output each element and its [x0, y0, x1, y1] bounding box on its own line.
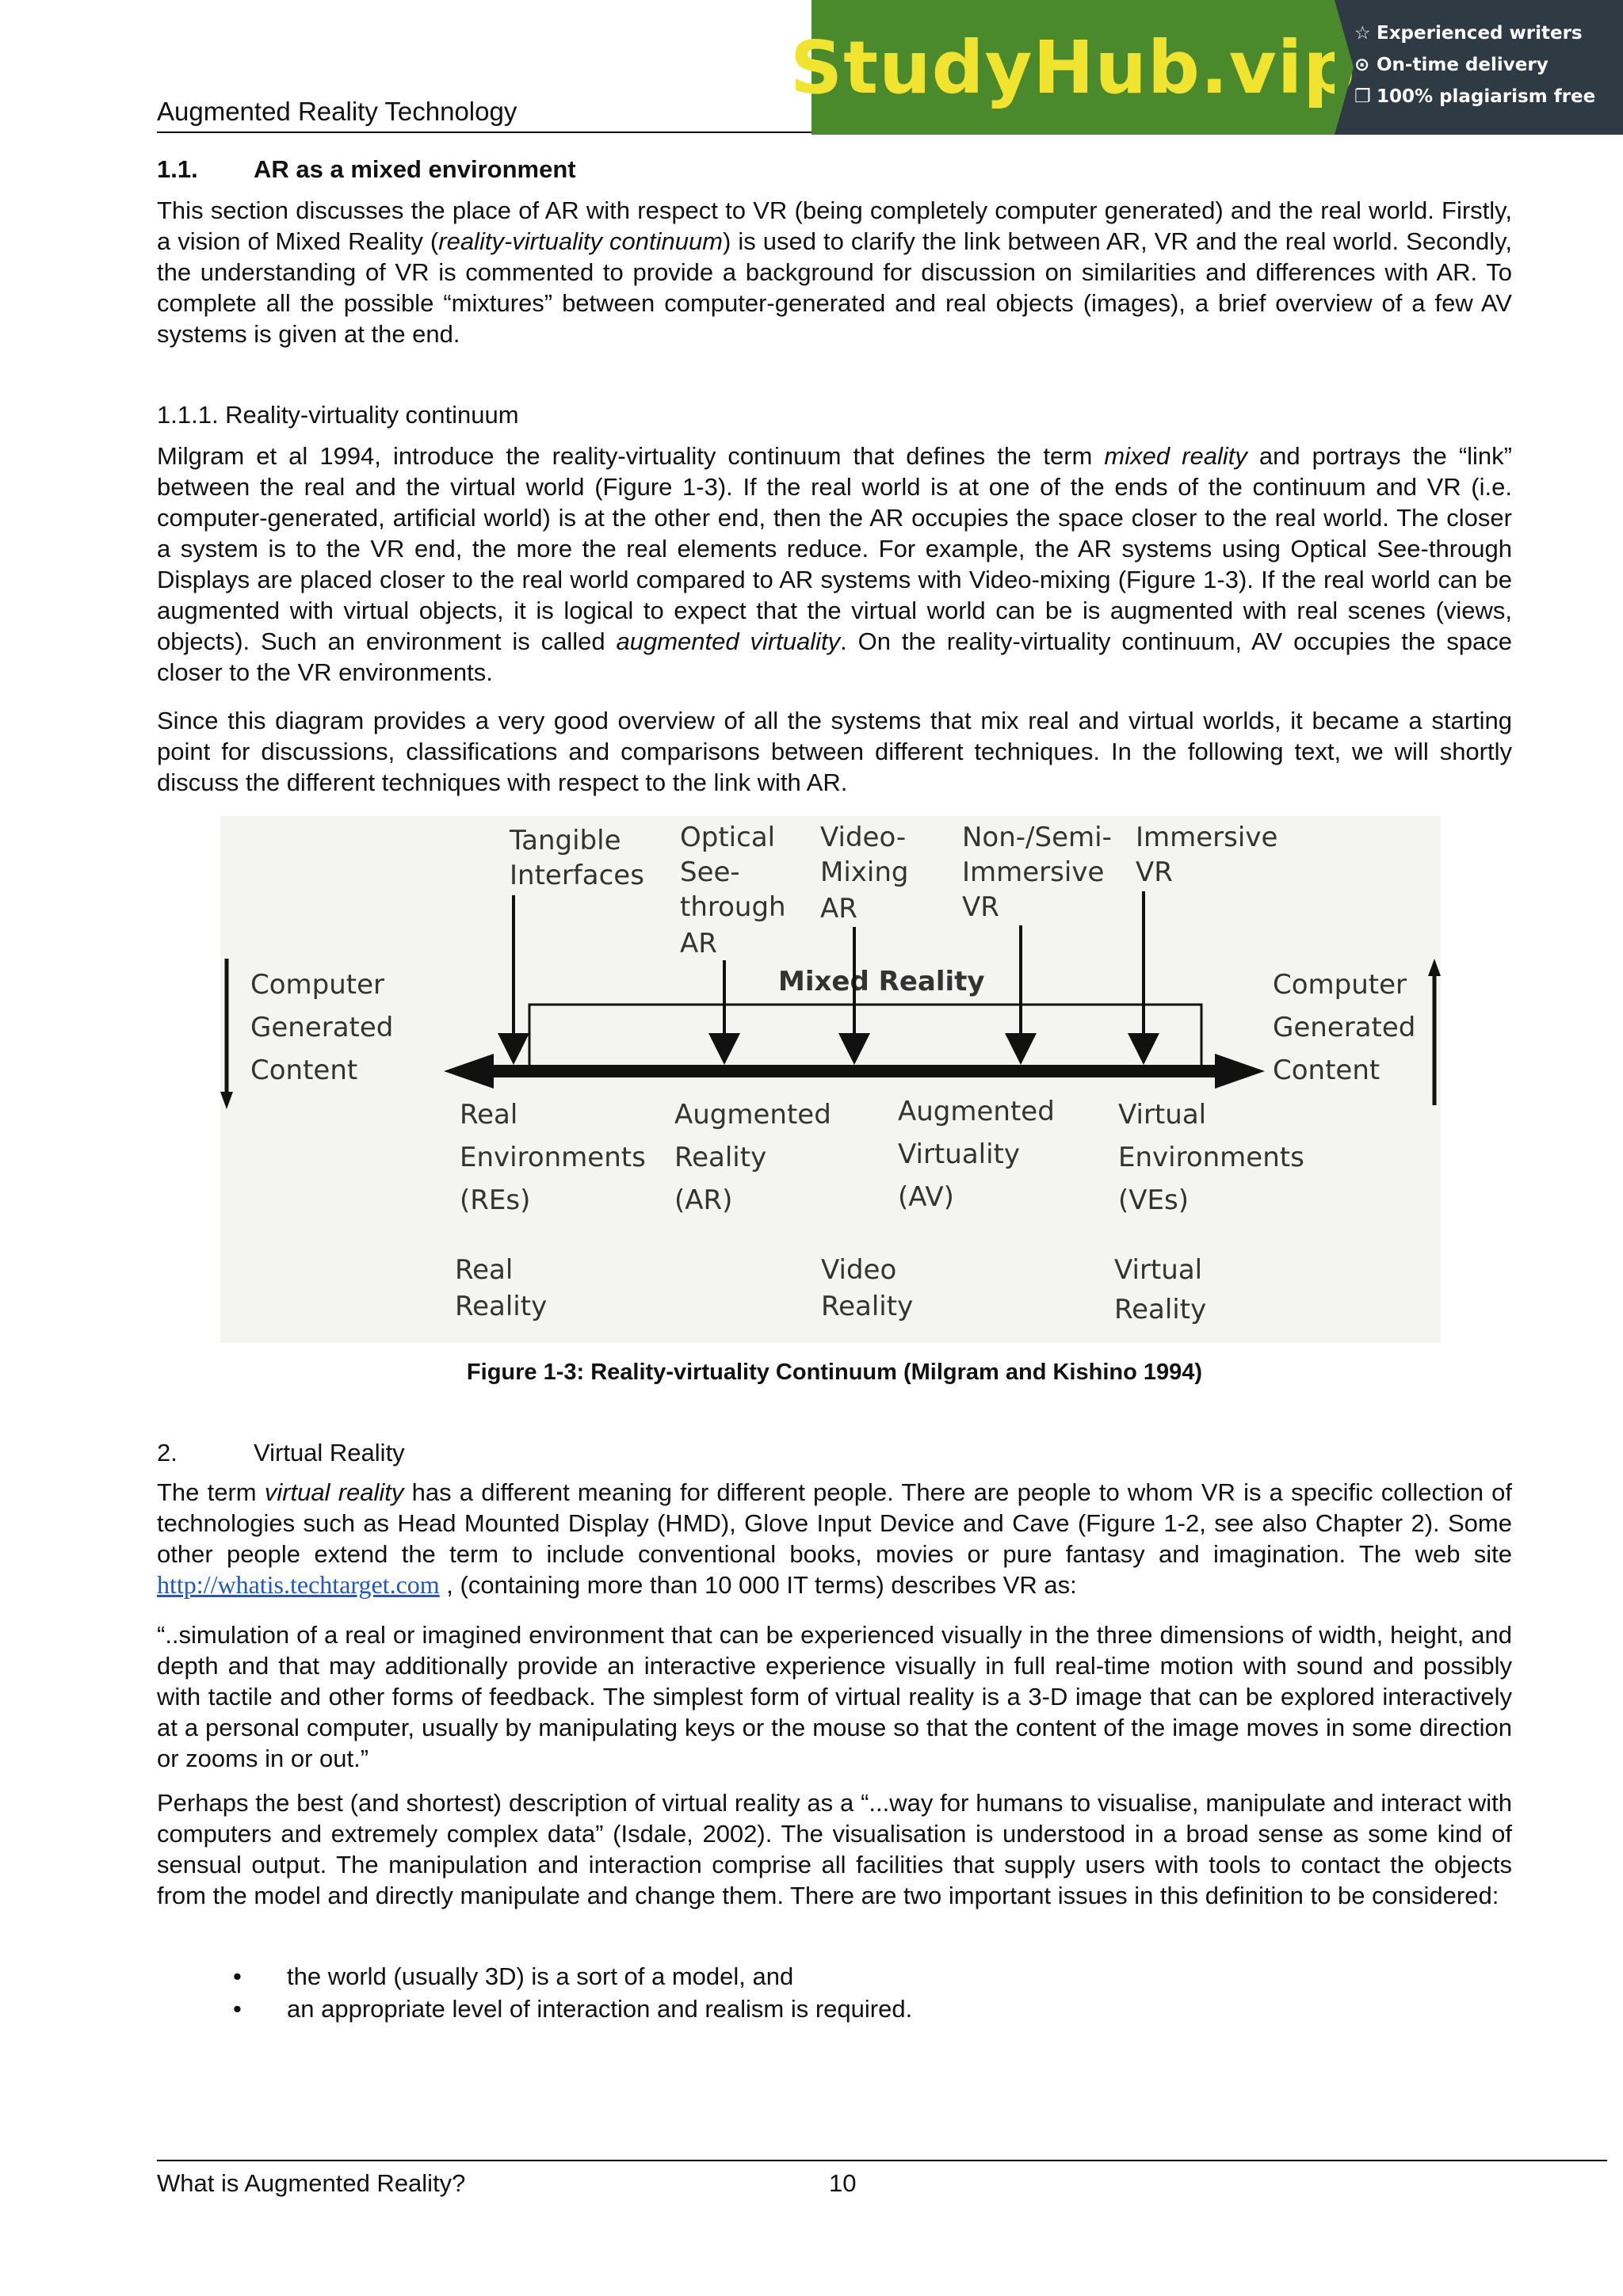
- logo-text: StudyHub.vip: [789, 25, 1357, 110]
- svg-text:Reality: Reality: [1114, 1294, 1207, 1325]
- bottom-label-augmented-virtuality: [898, 1096, 1055, 1213]
- svg-text:(VEs): (VEs): [1118, 1184, 1189, 1216]
- svg-text:Immersive: Immersive: [1136, 822, 1278, 853]
- right-computer-generated-content: [1273, 969, 1415, 1086]
- svg-text:Real: Real: [460, 1099, 518, 1131]
- reality-virtuality-figure: [220, 816, 1441, 1343]
- studyhub-logo[interactable]: [789, 0, 1357, 135]
- feature-on-time-delivery: ⊙ On-time delivery: [1354, 49, 1595, 81]
- continuum-diagram: [220, 816, 1441, 1343]
- page-number: 10: [829, 2169, 857, 2197]
- list-item: • an appropriate level of interaction and realism is required.: [230, 1993, 912, 2025]
- top-label-video-mixing-ar: [820, 822, 908, 925]
- svg-text:Virtuality: Virtuality: [898, 1138, 1020, 1170]
- section-1-1-paragraph: This section discusses the place of AR with respect to VR (being completely computer generated) and the real world. Firstly, a vision of Mixed Reality (reality-virtuality continuum) is used to clarify the link between AR, VR and the real world. Secondly, the understanding of VR is commented to provide a background for discussion on similarities and differences with AR. To complete all the possible “mixtures” between computer-generated and real objects (images), a brief overview of a few AV systems is given at the end.: [157, 196, 1512, 348]
- svg-text:Video: Video: [821, 1254, 897, 1286]
- svg-text:Reality: Reality: [455, 1291, 548, 1322]
- svg-text:Content: Content: [250, 1055, 358, 1086]
- svg-text:Augmented: Augmented: [674, 1099, 831, 1131]
- running-header: Augmented Reality Technology: [157, 97, 517, 126]
- top-label-immersive-vr: [1136, 822, 1277, 888]
- copy-icon: ❐: [1354, 86, 1371, 107]
- svg-text:Computer: Computer: [250, 969, 385, 1001]
- left-down-arrow: [220, 959, 233, 1109]
- svg-text:VR: VR: [962, 891, 999, 923]
- continuum-double-arrow: [444, 1054, 1265, 1089]
- figure-caption: Figure 1-3: Reality-virtuality Continuum (Milgram and Kishino 1994): [466, 1360, 1203, 1385]
- svg-text:AR: AR: [820, 893, 857, 925]
- svg-text:Video-: Video-: [820, 822, 907, 853]
- svg-text:Virtual: Virtual: [1118, 1099, 1207, 1131]
- section-2-paragraph-1: The term virtual reality has a different meaning for different people. There are people to whom VR is a specific collection of technologies such as Head Mounted Display (HMD), Glove Input Device and Cave (Figure 1-2, see also Chapter 2). Some other people extend the term to include conventional books, movies or pure fantasy and imagination. The web site http://whatis.techtarget.com , (containing more than 10 000 IT terms) describes VR as:: [157, 1478, 1512, 1599]
- svg-text:AR: AR: [680, 928, 717, 959]
- bottom-label-virtual-environments: [1118, 1099, 1304, 1216]
- section-heading-2: 2. Virtual Reality: [157, 1439, 405, 1466]
- footer-rule: [157, 2160, 1607, 2161]
- section-1-1-1-paragraph-2: Since this diagram provides a very good overview of all the systems that mix real and virtual worlds, it became a starting point for discussions, classifications and comparisons between different techniques. In the following text, we will shortly discuss the different techniques with respect to the link with AR.: [157, 707, 1512, 796]
- svg-text:Real: Real: [455, 1254, 514, 1286]
- section-2-paragraph-3: Perhaps the best (and shortest) description of virtual reality as a “...way for humans to visualise, manipulate and interact with computers and extremely complex data” (Isdale, 2002). The visualisation is understood in a broad sense as some kind of sensual output. The manipulation and interaction comprise all facilities that supply users with tools to contact the objects from the model and directly manipulate and change them. There are two important issues in this definition to be considered:: [157, 1789, 1512, 1909]
- svg-text:Mixing: Mixing: [820, 856, 909, 888]
- right-up-arrow: [1428, 959, 1441, 1105]
- svg-text:Environments: Environments: [1118, 1142, 1304, 1173]
- svg-text:Augmented: Augmented: [898, 1096, 1055, 1127]
- reality-label-real: [455, 1254, 547, 1322]
- svg-text:Immersive: Immersive: [962, 856, 1105, 888]
- star-icon: ☆: [1354, 23, 1371, 44]
- svg-text:Reality: Reality: [821, 1291, 914, 1322]
- section-heading-1-1: 1.1. AR as a mixed environment: [157, 155, 576, 183]
- bottom-label-augmented-reality: [674, 1099, 831, 1216]
- svg-text:Computer: Computer: [1273, 969, 1407, 1001]
- svg-text:through: through: [680, 891, 786, 923]
- svg-text:Optical: Optical: [680, 822, 776, 853]
- reality-label-video: [821, 1254, 913, 1322]
- svg-text:Generated: Generated: [250, 1012, 394, 1043]
- svg-text:Generated: Generated: [1273, 1012, 1416, 1043]
- feature-plagiarism-free: ❐ 100% plagiarism free: [1354, 81, 1595, 113]
- issues-bullet-list: [230, 1960, 912, 2025]
- svg-text:Reality: Reality: [674, 1142, 767, 1173]
- svg-text:Content: Content: [1273, 1055, 1381, 1086]
- svg-text:See-: See-: [680, 856, 740, 888]
- svg-text:(AR): (AR): [674, 1184, 733, 1216]
- footer-title: What is Augmented Reality?: [157, 2169, 466, 2197]
- svg-text:Virtual: Virtual: [1114, 1254, 1203, 1286]
- list-item: • the world (usually 3D) is a sort of a model, and: [230, 1960, 912, 1993]
- svg-text:Non-/Semi-: Non-/Semi-: [962, 822, 1112, 853]
- mixed-reality-bracket: [529, 1005, 1201, 1074]
- feature-experienced-writers: ☆ Experienced writers: [1354, 17, 1595, 49]
- section-heading-1-1-1: 1.1.1. Reality-virtuality continuum: [157, 401, 519, 429]
- vr-definition-quote: “..simulation of a real or imagined environment that can be experienced visually in the three dimensions of width, height, and depth and that may additionally provide an interactive experience visually in full real-time motion with sound and possibly with tactile and other forms of feedback. The simplest form of virtual reality is a 3-D image that can be explored interactively at a personal computer, usually by manipulating keys or the mouse so that the content of the image moves in some direction or zooms in or out.”: [157, 1621, 1512, 1772]
- svg-text:(AV): (AV): [898, 1181, 954, 1213]
- banner-arrow-shape: [1335, 0, 1354, 135]
- left-computer-generated-content: [250, 969, 393, 1086]
- svg-text:(REs): (REs): [460, 1184, 531, 1216]
- top-label-optical-see-through-ar: [680, 822, 786, 959]
- bottom-label-real-environments: [460, 1099, 646, 1216]
- studyhub-banner[interactable]: [789, 0, 1623, 135]
- mixed-reality-label: Mixed Reality: [778, 966, 985, 997]
- techtarget-link[interactable]: http://whatis.techtarget.com: [157, 1570, 440, 1599]
- svg-text:Interfaces: Interfaces: [510, 860, 644, 891]
- top-label-tangible-interfaces: [509, 825, 644, 891]
- svg-text:VR: VR: [1136, 856, 1173, 888]
- top-label-non-semi-immersive-vr: [962, 822, 1112, 923]
- section-1-1-1-paragraph-1: Milgram et al 1994, introduce the reality-virtuality continuum that defines the term mixed reality and portrays the “link” between the real and the virtual world (Figure 1-3). If the real world is at one of the ends of the continuum and VR (i.e. computer-generated, artificial world) is at the other end, then the AR occupies the space closer to the real world. The closer a system is to the VR end, the more the real elements reduce. For example, the AR systems using Optical See-through Displays are placed closer to the real world compared to AR systems with Video-mixing (Figure 1-3). If the real world can be augmented with virtual objects, it is logical to expect that the virtual world can be is augmented with real scenes (views, objects). Such an environment is called augmented virtuality. On the reality-virtuality continuum, AV occupies the space closer to the VR environments.: [157, 442, 1512, 686]
- svg-text:Tangible: Tangible: [510, 825, 621, 856]
- svg-text:Environments: Environments: [460, 1142, 646, 1173]
- banner-feature-list: [1354, 17, 1595, 113]
- clock-icon: ⊙: [1354, 55, 1370, 75]
- reality-label-virtual: [1114, 1254, 1206, 1325]
